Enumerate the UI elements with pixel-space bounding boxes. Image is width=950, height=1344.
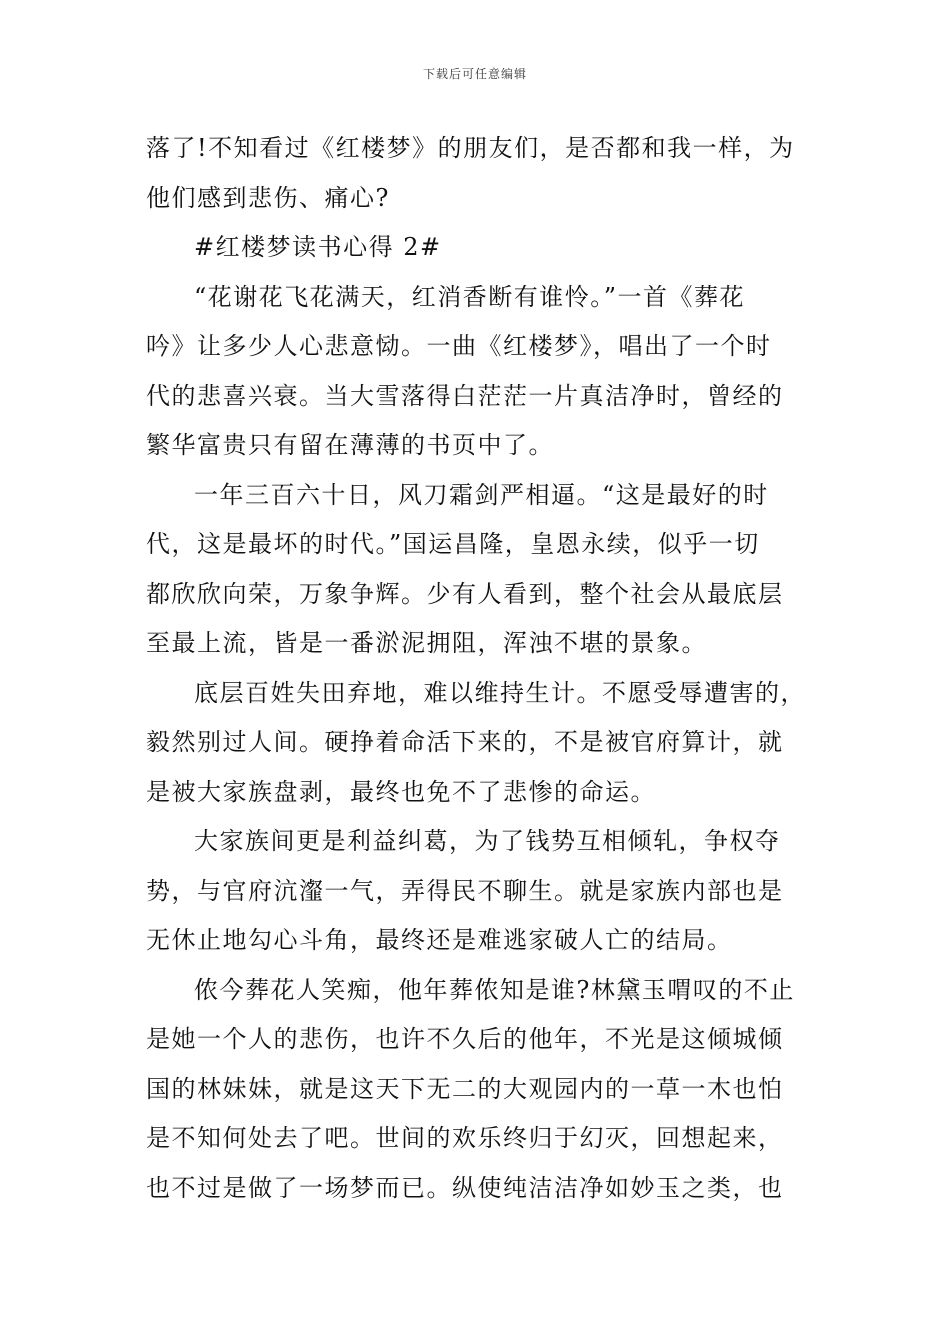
section-heading: #红楼梦读书心得 2# (194, 233, 442, 261)
text-line: 大家族间更是利益纠葛，为了钱势互相倾轧，争权夺 (194, 827, 781, 855)
page-header-note: 下载后可任意编辑 (422, 67, 527, 81)
text-line: 是被大家族盘剥，最终也免不了悲惨的命运。 (146, 777, 656, 806)
text-line: 落了!不知看过《红楼梦》的朋友们，是否都和我一样，为 (146, 134, 795, 162)
text-line: 势，与官府沆瀣一气，弄得民不聊生。就是家族内部也是 (146, 876, 784, 905)
text-line: 侬今葬花人笑痴，他年葬侬知是谁?林黛玉喟叹的不止 (194, 975, 795, 1004)
document-body (146, 124, 810, 1213)
text-line: 都欣欣向荣，万象争辉。少有人看到，整个社会从最底层 (146, 579, 784, 608)
text-line: 无休止地勾心斗角，最终还是难逃家破人亡的结局。 (146, 926, 733, 954)
text-line: 是不知何处去了吧。世间的欢乐终归于幻灭，回想起来， (146, 1124, 784, 1152)
text-line: 吟》让多少人心悲意恸。一曲《红楼梦》，唱出了一个时 (146, 332, 772, 360)
text-line: 代，这是最坏的时代。”国运昌隆，皇恩永续，似乎一切 (146, 530, 760, 558)
text-line: 他们感到悲伤、痛心? (146, 183, 390, 212)
text-line: 繁华富贵只有留在薄薄的书页中了。 (146, 431, 554, 459)
text-line: 一年三百六十日，风刀霜剑严相逼。“这是最好的时 (194, 480, 769, 509)
text-line: 国的林妹妹，就是这天下无二的大观园内的一草一木也怕 (146, 1074, 784, 1103)
text-line: 也不过是做了一场梦而已。纵使纯洁洁净如妙玉之类，也 (146, 1173, 784, 1202)
text-line: 代的悲喜兴衰。当大雪落得白茫茫一片真洁净时，曾经的 (146, 381, 784, 410)
text-line: “花谢花飞花满天，红消香断有谁怜。”一首《葬花 (194, 282, 746, 311)
text-line: 是她一个人的悲伤，也许不久后的他年，不光是这倾城倾 (146, 1025, 784, 1053)
text-line: 至最上流，皆是一番淤泥拥阻，浑浊不堪的景象。 (146, 629, 707, 657)
text-line: 底层百姓失田弃地，难以维持生计。不愿受辱遭害的， (194, 678, 806, 707)
text-line: 毅然别过人间。硬挣着命活下来的，不是被官府算计，就 (146, 728, 784, 756)
